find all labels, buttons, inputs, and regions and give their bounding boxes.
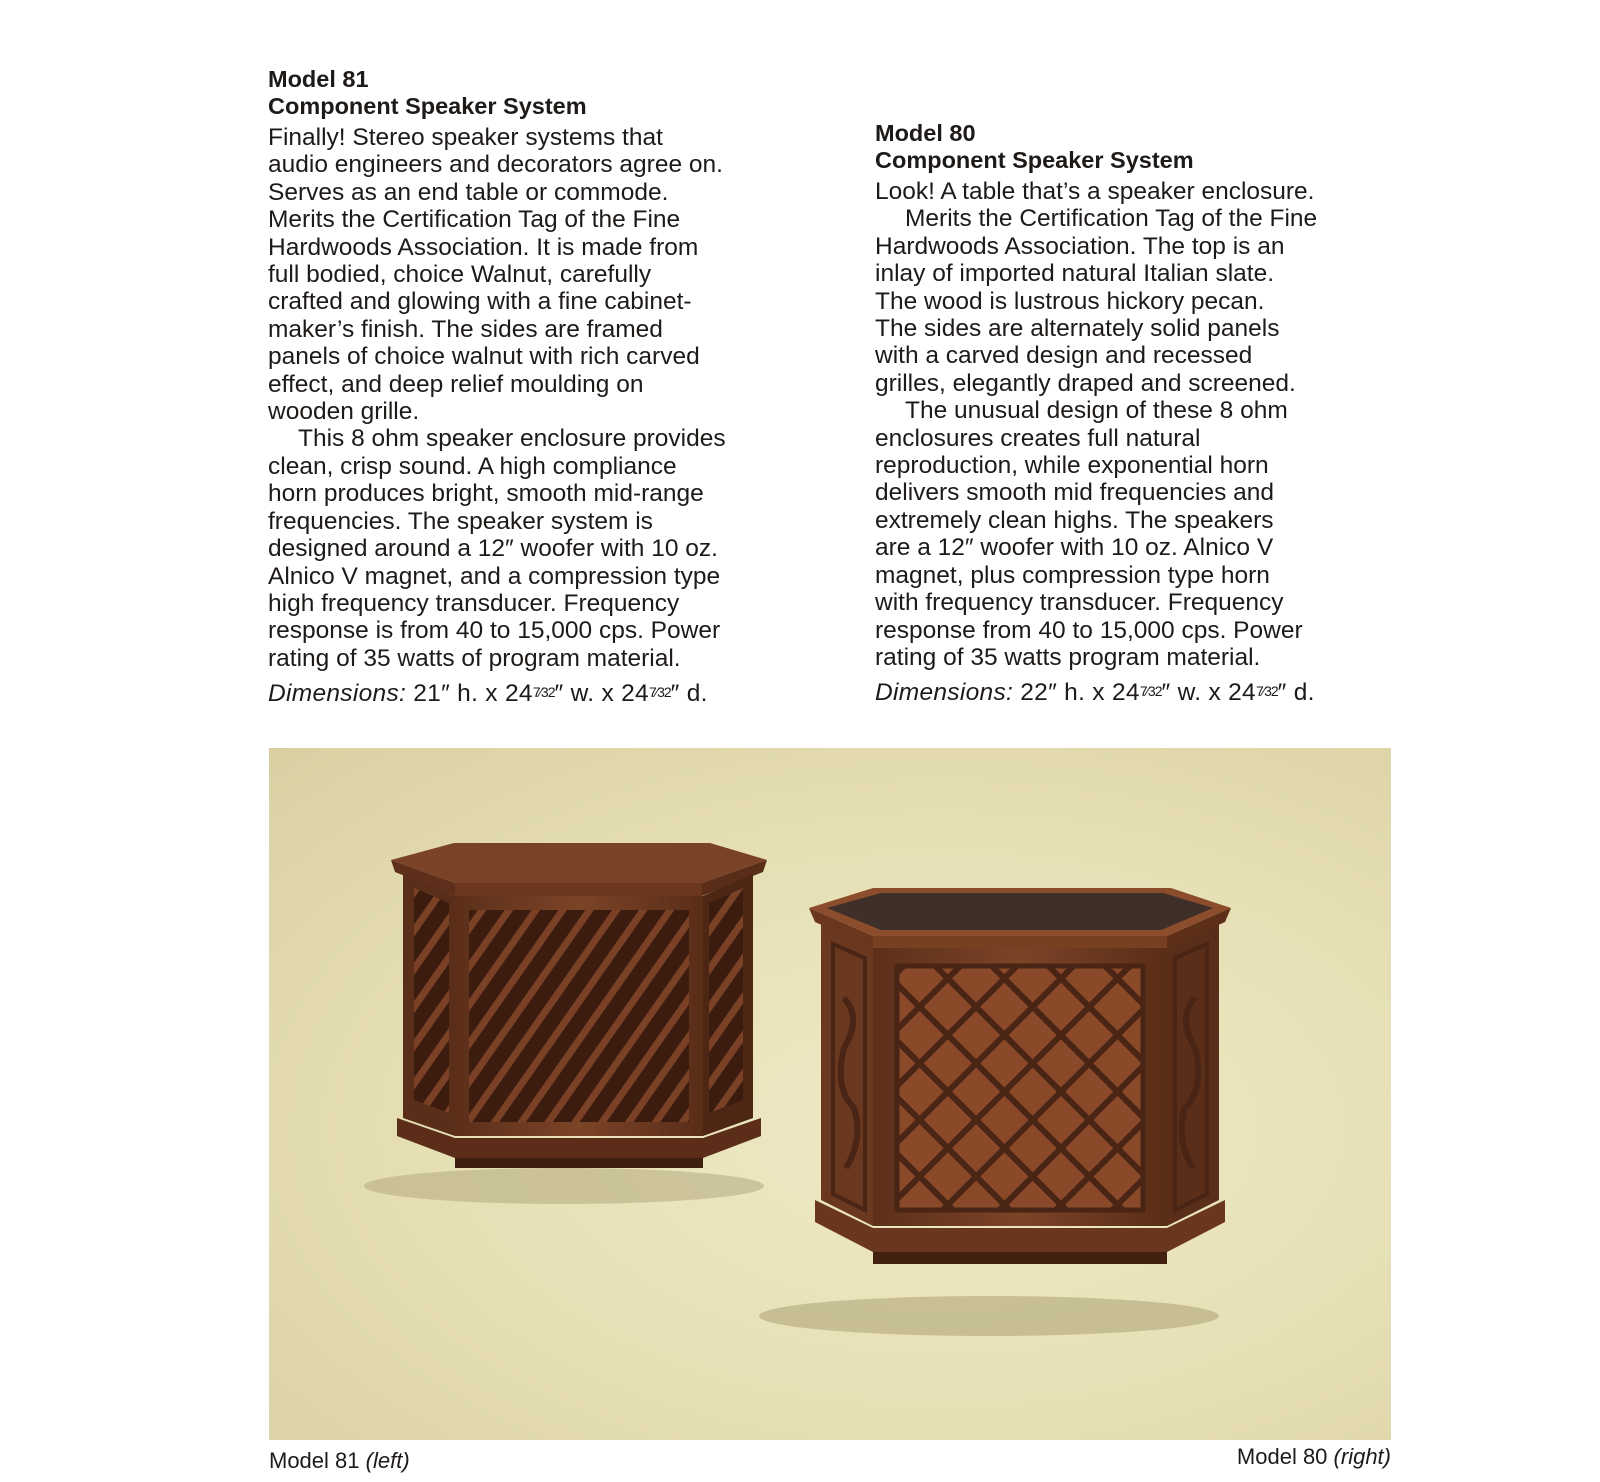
model-81-subtitle: Component Speaker System — [268, 93, 587, 119]
model-80-paragraph-3: The unusual design of these 8 ohm enclosures creates full natural reproduction, while exponential horn delivers smooth mid frequencies and extremely clean highs. The speakers are a 12″ woofer with 10 oz. Alnico V magnet, plus compression type horn with frequency transducer. Frequency response from 40 to 15,000 cps. Power rating of 35 watts program material. — [875, 397, 1303, 671]
model-81-paragraph-1: Finally! Stereo speaker systems that audio engineers and decorators agree on. Serves as an end table or commode. Merits the Certification Tag of the Fine Hardwoods Association. It is made from full bodied, choice Walnut, carefully crafted and glowing with a fine cabinet- maker’s finish. The sides are framed panels of choice walnut with rich carved effect, and deep relief moulding on wooden grille. — [268, 124, 723, 426]
speakers-illustration — [269, 748, 1391, 1440]
model-80-description — [875, 120, 1435, 707]
model-81-title: Model 81 — [268, 66, 369, 92]
caption-model-81: Model 81 (left) — [269, 1448, 410, 1473]
model-80-subtitle: Component Speaker System — [875, 147, 1194, 173]
caption-model-80: Model 80 (right) — [1236, 1444, 1391, 1469]
model-81-speaker — [391, 843, 767, 1168]
model-81-dimensions: Dimensions: 21″ h. x 247⁄32″ w. x 247⁄32″ d. — [268, 680, 708, 708]
model-81-description — [268, 66, 828, 708]
model-80-paragraph-1: Look! A table that’s a speaker enclosure. — [875, 178, 1315, 205]
model-80-paragraph-2: Merits the Certification Tag of the Fine Hardwoods Association. The top is an inlay of imported natural Italian slate. The wood is lustrous hickory pecan. The sides are alternately solid panels with a carved design and recessed grilles, elegantly draped and screened. — [875, 205, 1318, 397]
speaker-product-photo — [269, 748, 1391, 1440]
model-80-title: Model 80 — [875, 120, 976, 146]
model-80-speaker — [809, 888, 1231, 1264]
model-81-paragraph-2: This 8 ohm speaker enclosure provides clean, crisp sound. A high compliance horn produces bright, smooth mid-range frequencies. The speaker system is designed around a 12″ woofer with 10 oz. Alnico V magnet, and a compression type high frequency transducer. Frequency response is from 40 to 15,000 cps. Power rating of 35 watts of program material. — [268, 425, 726, 672]
model-80-dimensions: Dimensions: 22″ h. x 247⁄32″ w. x 247⁄32″ d. — [875, 679, 1315, 707]
